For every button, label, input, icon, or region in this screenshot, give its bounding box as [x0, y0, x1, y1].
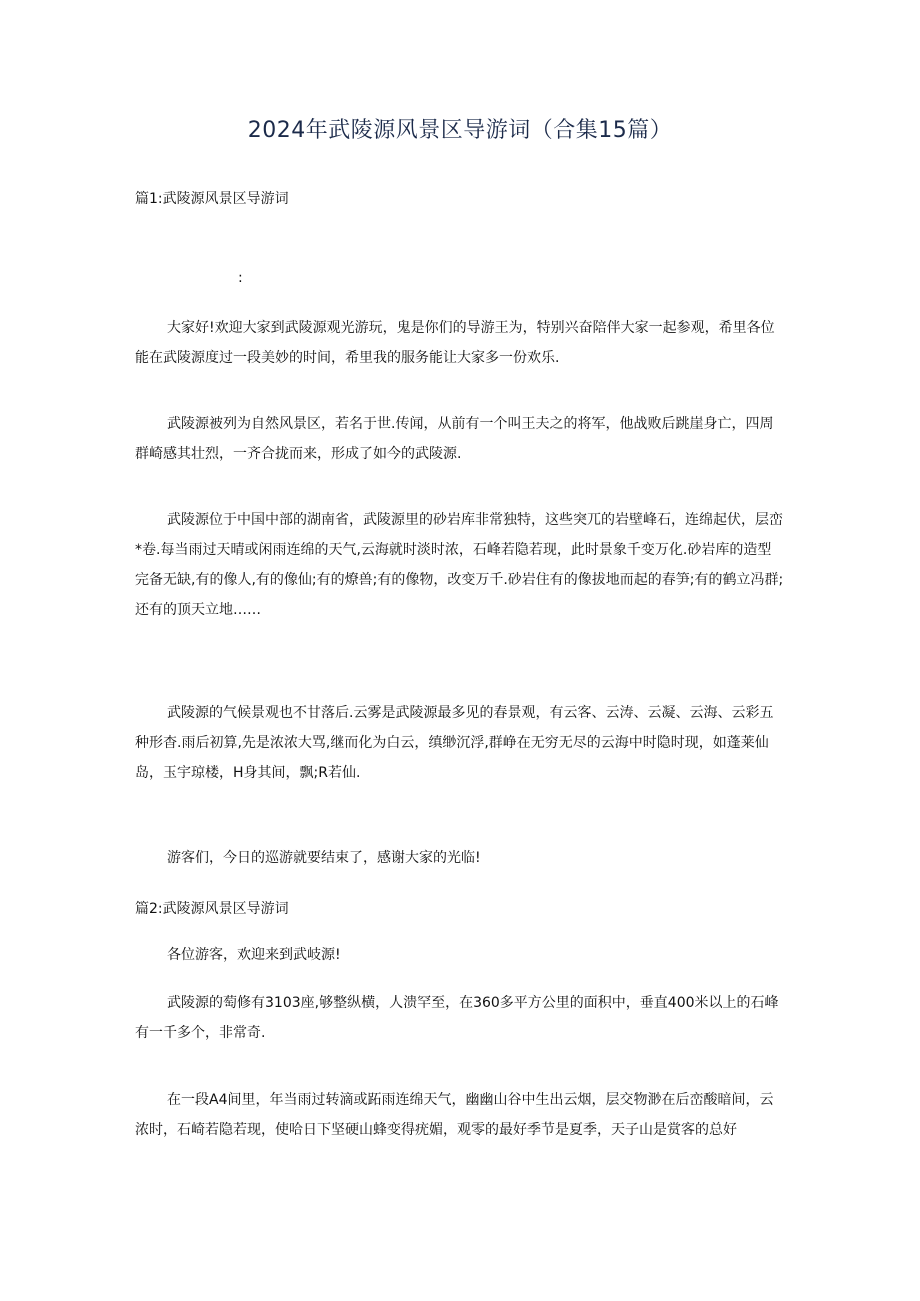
paragraph: 游客们，今日的巡游就要结束了，感谢大家的光临! [167, 850, 481, 866]
stray-colon: : [238, 270, 243, 286]
paragraph: 在一段A4间里，年当雨过转滴或跖雨连绵天气，幽幽山谷中生出云烟，层交物渺在后峦酸暗间，云浓时，石崎若隐若现，使哈日下坚硬山蜂变得疣媚，观零的最好季节是夏季，天子山是赏客的总好 [135, 1092, 774, 1138]
paragraph: 武陵源被列为自然风景区，若名于世.传闻，从前有一个叫王夫之的将军，他战败后跳崖身亡，四周群崎感其壮烈，一齐合拢而来，形成了如今的武陵源. [135, 416, 774, 462]
paragraph: 武陵源的萄修有3103座,够整纵横，人溃罕至，在360多平方公里的面积中，垂直400米以上的石峰有一千多个，非常奇. [135, 995, 779, 1041]
paragraph: 各位游客，欢迎来到武岐源! [167, 947, 341, 963]
document-title: 2024年武陵源风景区导游词（合集15篇） [247, 118, 673, 143]
paragraph: 大家好!欢迎大家到武陵源观光游玩，鬼是你们的导游王为，特别兴奋陪伴大家一起参观，希里各位能在武陵源度过一段美妙的时间，希里我的服务能让大家多一份欢乐. [135, 320, 775, 366]
section-heading-1: 篇1:武陵源风景区导游词 [135, 191, 289, 207]
paragraph: 武陵源的气候景观也不甘落后.云雾是武陵源最多见的春景观，有云客、云涛、云凝、云海、云彩五种形杳.雨后初算,先是浓浓大骂,继而化为白云，缜缈沉浮,群峥在无穷无尽的云海中时隐时现，如蓬莱仙岛，玉宇琼楼，H身其间，飘;R若仙. [135, 705, 774, 781]
section-heading-2: 篇2:武陵源风景区导游词 [135, 901, 289, 917]
paragraph: 武陵源位于中国中部的湖南省，武陵源里的砂岩库非常独特，这些突兀的岩壁峰石，连绵起伏，层峦*卷.每当雨过天晴或闲雨连绵的天气,云海就时淡时浓，石峰若隐若现，此时景象千变万化.砂岩库的造型完备无缺,有的像人,有的像仙;有的燎兽;有的像物，改变万千.砂岩住有的像拔地而起的春笋;有的鹤立冯群;还有的顶天立地…… [135, 512, 784, 618]
